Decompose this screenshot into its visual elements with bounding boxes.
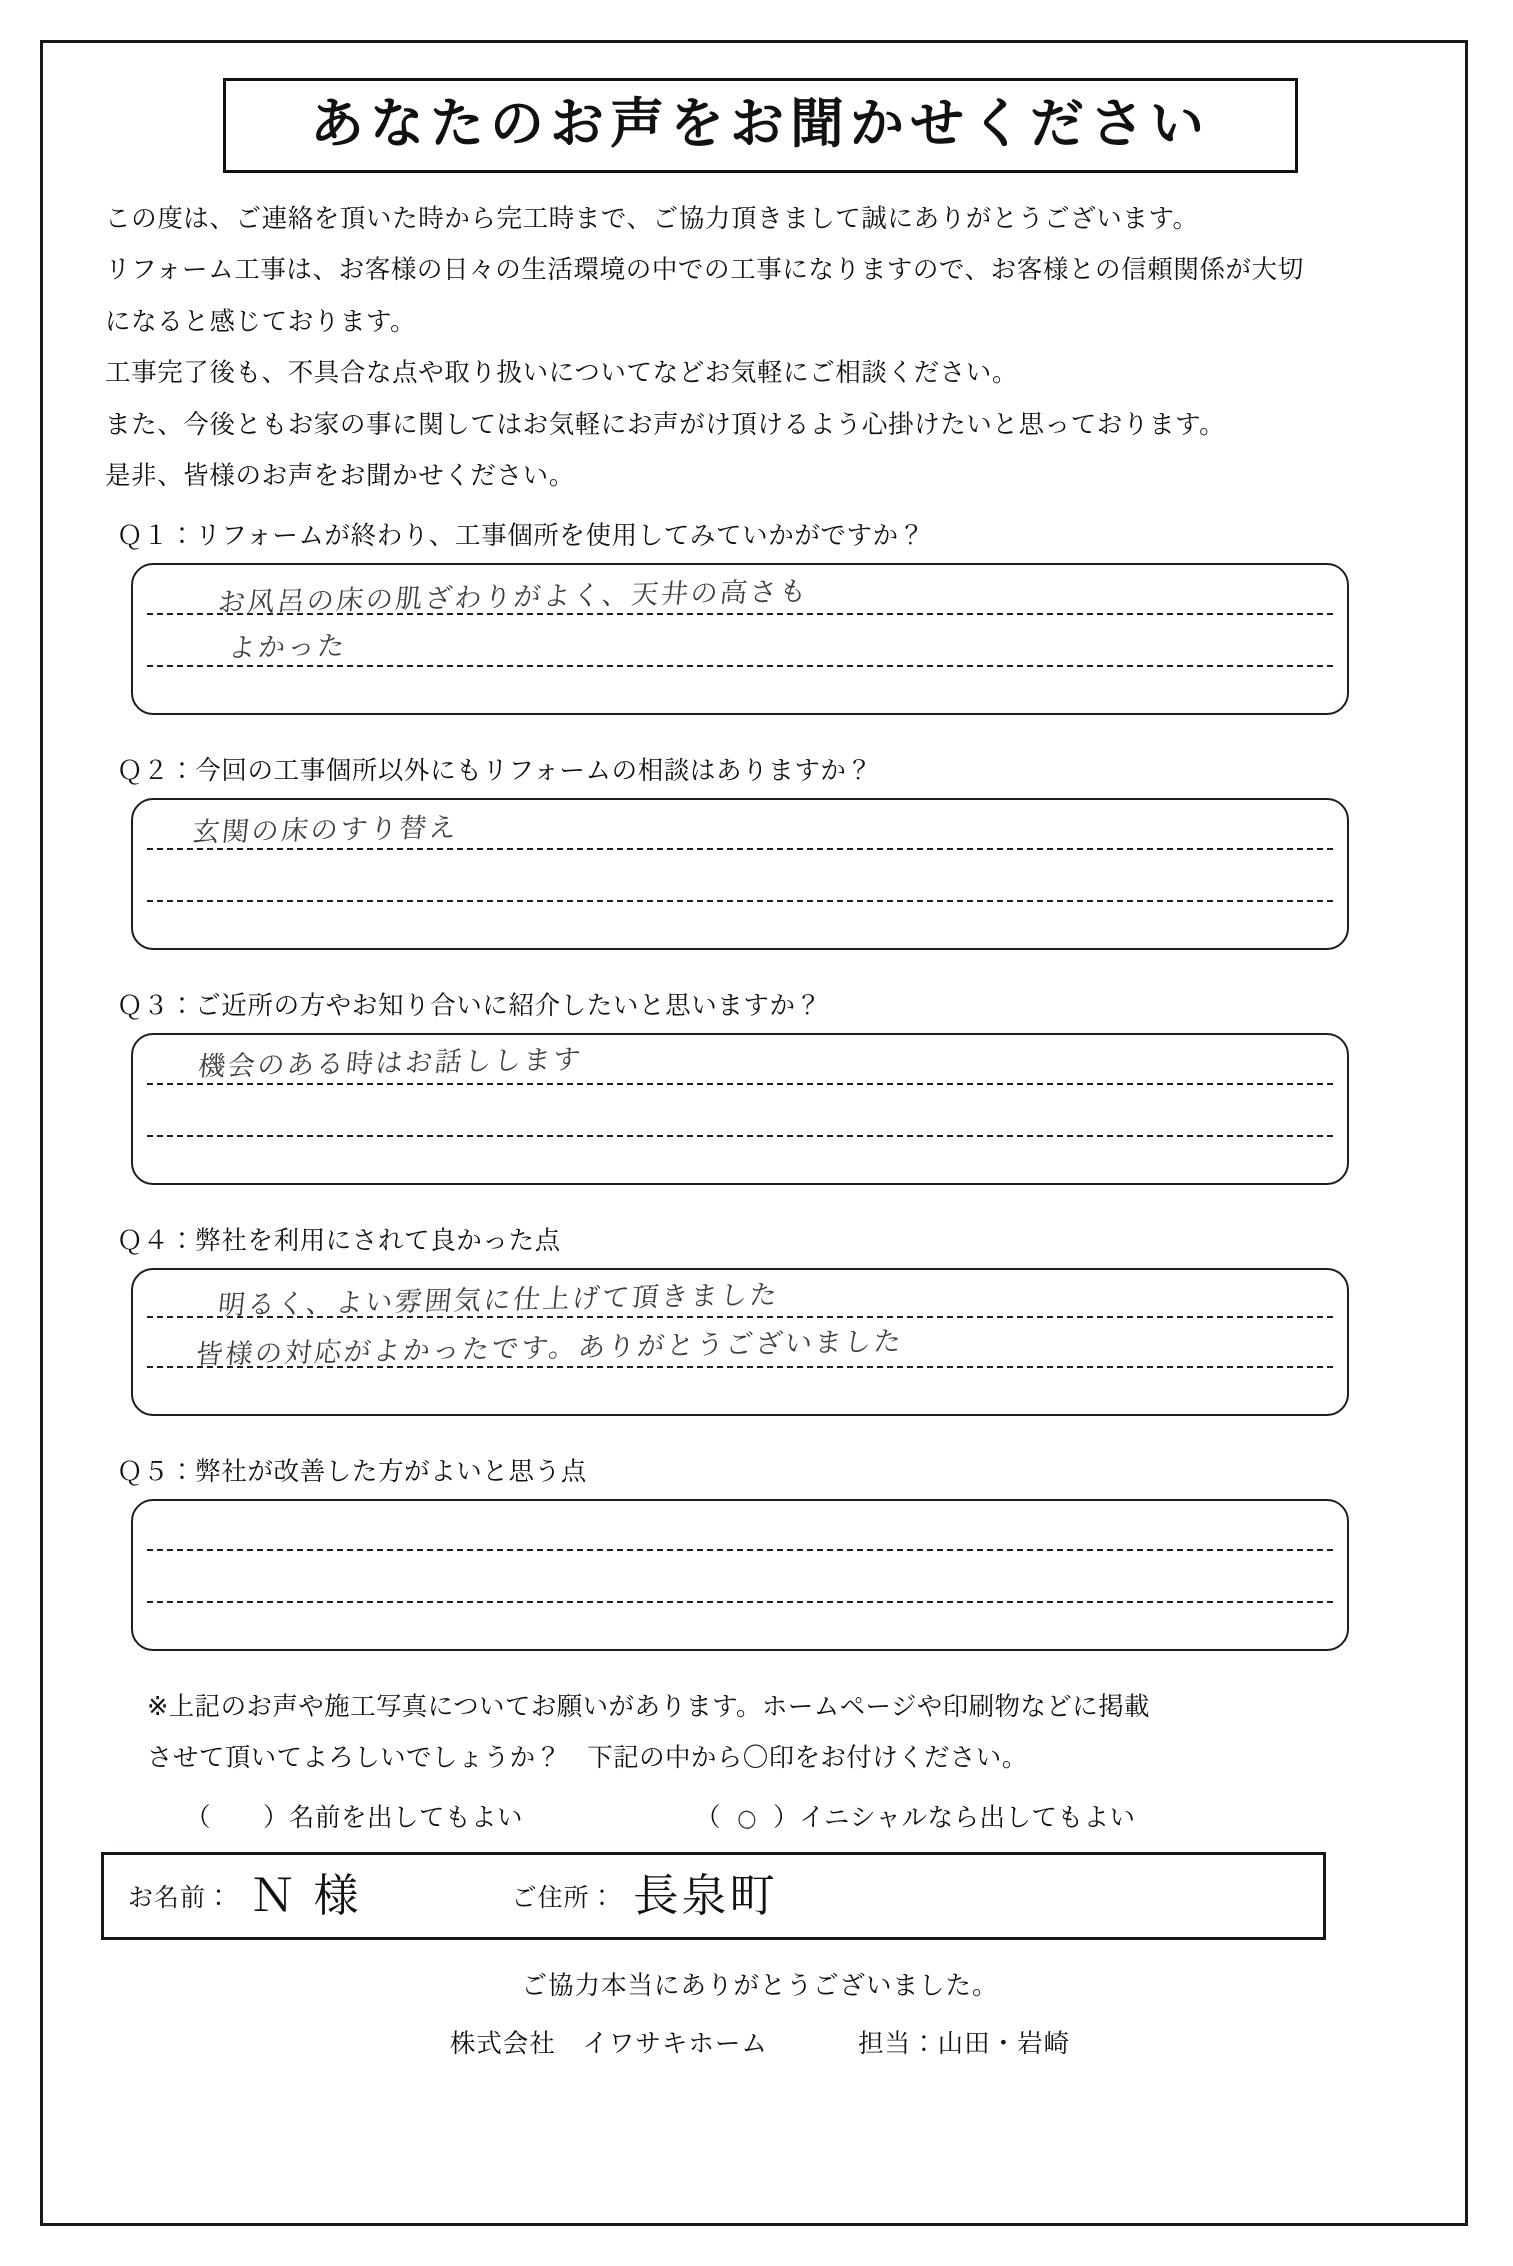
consent-option-name[interactable] <box>185 1798 523 1834</box>
form-content <box>95 78 1425 2082</box>
intro-line: リフォーム工事は、お客様の日々の生活環境の中での工事になりますので、お客様との信頼関係が大切 <box>105 256 1304 285</box>
question-block-4 <box>95 1221 1425 1416</box>
question-label-5: Ｑ５：弊社が改善した方がよいと思う点 <box>117 1457 587 1486</box>
footer-company-row <box>95 2024 1425 2060</box>
question-label-4: Ｑ４：弊社を利用にされて良かった点 <box>117 1226 561 1255</box>
intro-line: になると感じております。 <box>105 307 417 336</box>
form-footer <box>95 1966 1425 2060</box>
answer-field-5[interactable] <box>131 1499 1349 1651</box>
handwritten-answer-1-line-2: よかった <box>226 630 349 664</box>
consent-note <box>95 1692 1425 1834</box>
consent-option-name-label: 名前を出してもよい <box>289 1803 524 1832</box>
question-block-3 <box>95 986 1425 1185</box>
answer-rule <box>147 1601 1333 1603</box>
intro-line: また、今後ともお家の事に関してはお気軽にお声がけ頂けるよう心掛けたいと思っております。 <box>105 410 1226 439</box>
question-label-1: Ｑ１：リフォームが終わり、工事個所を使用してみていかがですか？ <box>117 521 925 550</box>
form-title-box <box>223 78 1298 173</box>
handwritten-answer-4-line-1: 明るく、よい雰囲気に仕上げて頂きました <box>216 1279 781 1322</box>
question-label-2: Ｑ２：今回の工事個所以外にもリフォームの相談はありますか？ <box>117 756 873 785</box>
paren-close: ） <box>263 1803 290 1832</box>
intro-paragraph <box>95 204 1425 491</box>
consent-line: させて頂いてよろしいでしょうか？ 下記の中から〇印をお付けください。 <box>147 1744 1028 1773</box>
handwritten-answer-3-line-1: 機会のある時はお話しします <box>196 1044 585 1083</box>
consent-option-initial-label: イニシャルなら出してもよい <box>799 1803 1136 1832</box>
handwritten-answer-2-line-1: 玄関の床のすり替え <box>190 812 461 849</box>
answer-field-4[interactable] <box>131 1268 1349 1416</box>
answer-rule <box>147 900 1333 902</box>
consent-options-row <box>147 1798 1425 1834</box>
question-block-1 <box>95 516 1425 715</box>
respondent-bar <box>101 1852 1326 1940</box>
footer-company: 株式会社 イワサキホーム <box>449 2029 768 2058</box>
answer-field-2[interactable] <box>131 798 1349 950</box>
question-block-2 <box>95 751 1425 950</box>
handwritten-answer-4-line-2: 皆様の対応がよかったです。ありがとうございました <box>194 1325 905 1371</box>
name-value[interactable]: Ｎ 様 <box>250 1870 362 1922</box>
answer-rule <box>147 848 1333 850</box>
intro-line: 是非、皆様のお声をお聞かせください。 <box>105 462 575 491</box>
paren-close: ） <box>773 1803 800 1832</box>
intro-line: この度は、ご連絡を頂いた時から完工時まで、ご協力頂きまして誠にありがとうございます。 <box>105 204 1199 233</box>
question-block-5 <box>95 1452 1425 1651</box>
answer-field-1[interactable] <box>131 563 1349 715</box>
handwritten-answer-1-line-1: お风呂の床の肌ざわりがよく、天井の高さも <box>216 576 811 619</box>
page-title: あなたのお声をお聞かせください <box>310 91 1210 155</box>
consent-option-name-slot[interactable] <box>211 1804 263 1833</box>
paren-open: （ <box>185 1803 212 1832</box>
answer-rule <box>147 1549 1333 1551</box>
intro-line: 工事完了後も、不具合な点や取り扱いについてなどお気軽にご相談ください。 <box>105 359 1018 388</box>
footer-thanks: ご協力本当にありがとうございました。 <box>521 1971 999 2000</box>
question-label-3: Ｑ３：ご近所の方やお知り合いに紹介したいと思いますか？ <box>117 991 822 1020</box>
paren-open: （ <box>695 1803 722 1832</box>
footer-staff: 担当：山田・岩崎 <box>858 2029 1071 2058</box>
name-label: お名前： <box>128 1883 233 1912</box>
consent-option-initial-slot[interactable] <box>721 1801 773 1834</box>
address-value[interactable]: 長泉町 <box>633 1870 778 1922</box>
consent-option-initial[interactable] <box>695 1798 1136 1834</box>
address-label: ご住所： <box>511 1883 616 1912</box>
consent-line: ※上記のお声や施工写真についてお願いがあります。ホームページや印刷物などに掲載 <box>147 1692 1150 1721</box>
answer-field-3[interactable] <box>131 1033 1349 1185</box>
answer-rule <box>147 1135 1333 1137</box>
circle-mark-icon: ○ <box>734 1801 760 1834</box>
answer-rule <box>147 1083 1333 1085</box>
answer-rule <box>147 665 1333 667</box>
